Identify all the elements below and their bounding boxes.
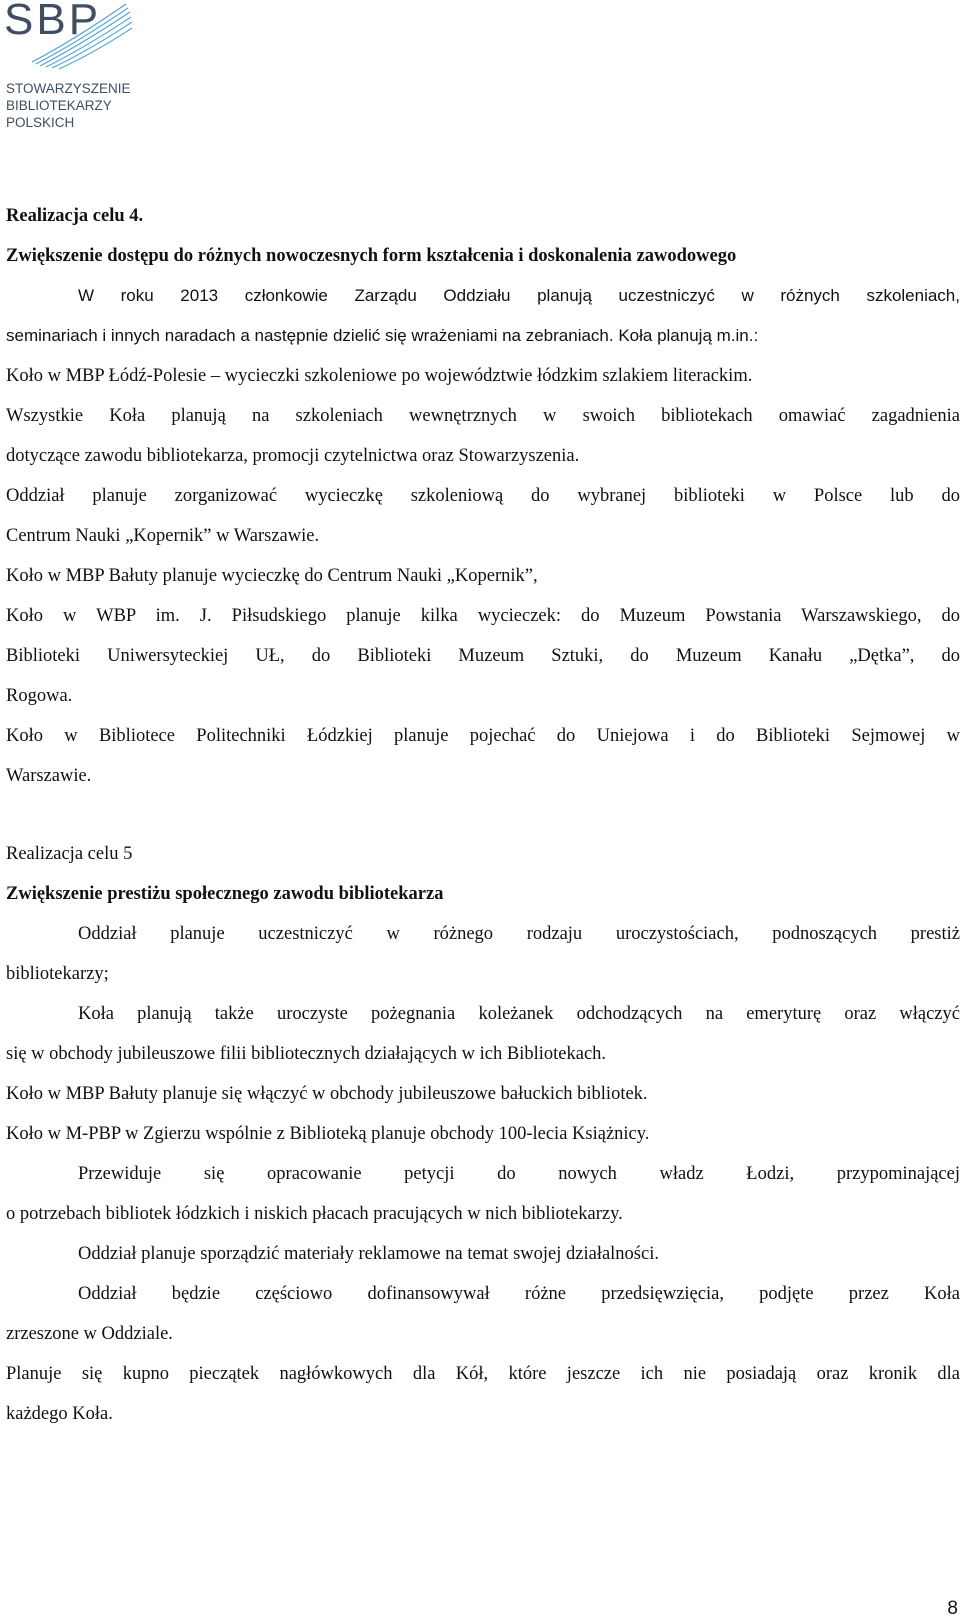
paragraph-line: Koło w MBP Łódź-Polesie – wycieczki szkoleniowe po województwie łódzkim szlakiem literackim.	[6, 366, 753, 386]
section-5-subheading: Zwiększenie prestiżu społecznego zawodu bibliotekarza	[6, 884, 444, 904]
paragraph-line: Warszawie.	[6, 766, 92, 786]
paragraph-line: każdego Koła.	[6, 1404, 113, 1424]
logo-line-2: BIBLIOTEKARZY	[6, 98, 112, 113]
paragraph-line: W roku 2013 członkowie Zarządu Oddziału planują uczestniczyć w różnych szkoleniach,	[78, 286, 960, 305]
section-4-heading: Realizacja celu 4.	[6, 206, 144, 226]
sbp-logo	[4, 0, 154, 140]
paragraph-line: Oddział będzie częściowo dofinansowywał różne przedsięwzięcia, podjęte przez Koła	[78, 1284, 960, 1304]
paragraph-line: Oddział planuje zorganizować wycieczkę szkoleniową do wybranej biblioteki w Polsce lub do	[6, 486, 960, 506]
paragraph-line: bibliotekarzy;	[6, 964, 109, 984]
paragraph-line: Centrum Nauki „Kopernik” w Warszawie.	[6, 526, 320, 546]
paragraph-line: Koło w Bibliotece Politechniki Łódzkiej planuje pojechać do Uniejowa i do Biblioteki Sejmowej w	[6, 726, 960, 746]
paragraph-line: Oddział planuje uczestniczyć w różnego rodzaju uroczystościach, podnoszących prestiż	[78, 924, 960, 944]
paragraph-line: Wszystkie Koła planują na szkoleniach wewnętrznych w swoich bibliotekach omawiać zagadnienia	[6, 406, 960, 426]
section-gap	[6, 796, 960, 834]
paragraph-line: dotyczące zawodu bibliotekarza, promocji czytelnictwa oraz Stowarzyszenia.	[6, 446, 580, 466]
sbp-logo-mark	[4, 0, 134, 70]
paragraph-line: zrzeszone w Oddziale.	[6, 1324, 173, 1344]
paragraph-line: Koło w WBP im. J. Piłsudskiego planuje kilka wycieczek: do Muzeum Powstania Warszawskiego, do	[6, 606, 960, 626]
paragraph-line: Rogowa.	[6, 686, 73, 706]
paragraph-line: Koło w M-PBP w Zgierzu wspólnie z Biblioteką planuje obchody 100-lecia Książnicy.	[6, 1124, 650, 1144]
paragraph-line: Biblioteki Uniwersyteckiej UŁ, do Biblioteki Muzeum Sztuki, do Muzeum Kanału „Dętka”, do	[6, 646, 960, 666]
paragraph-line: się w obchody jubileuszowe filii bibliotecznych działających w ich Bibliotekach.	[6, 1044, 607, 1064]
sbp-logo-text	[6, 80, 131, 131]
paragraph-line: Oddział planuje sporządzić materiały reklamowe na temat swojej działalności.	[78, 1244, 659, 1264]
paragraph-line: Planuje się kupno pieczątek nagłówkowych dla Kół, które jeszcze ich nie posiadają oraz kronik dla	[6, 1364, 960, 1384]
sbp-logo-letters: SBP	[4, 0, 102, 44]
paragraph-line: Koło w MBP Bałuty planuje się włączyć w obchody jubileuszowe bałuckich bibliotek.	[6, 1084, 648, 1104]
page-number: 8	[947, 1598, 958, 1619]
logo-line-1: STOWARZYSZENIE	[6, 81, 131, 96]
paragraph-line: Koła planują także uroczyste pożegnania koleżanek odchodzących na emeryturę oraz włączyć	[78, 1004, 960, 1024]
section-5-heading: Realizacja celu 5	[6, 844, 133, 864]
paragraph-line: seminariach i innych naradach a następnie dzielić się wrażeniami na zebraniach. Koła planują m.in.:	[6, 326, 759, 345]
paragraph-line: o potrzebach bibliotek łódzkich i niskich płacach pracujących w nich bibliotekarzy.	[6, 1204, 623, 1224]
document-body	[6, 196, 960, 1434]
paragraph-line: Przewiduje się opracowanie petycji do nowych władz Łodzi, przypominającej	[78, 1164, 960, 1184]
paragraph-line: Koło w MBP Bałuty planuje wycieczkę do Centrum Nauki „Kopernik”,	[6, 566, 538, 586]
section-4-subheading: Zwiększenie dostępu do różnych nowoczesnych form kształcenia i doskonalenia zawodowego	[6, 246, 737, 266]
logo-line-3: POLSKICH	[6, 115, 75, 130]
